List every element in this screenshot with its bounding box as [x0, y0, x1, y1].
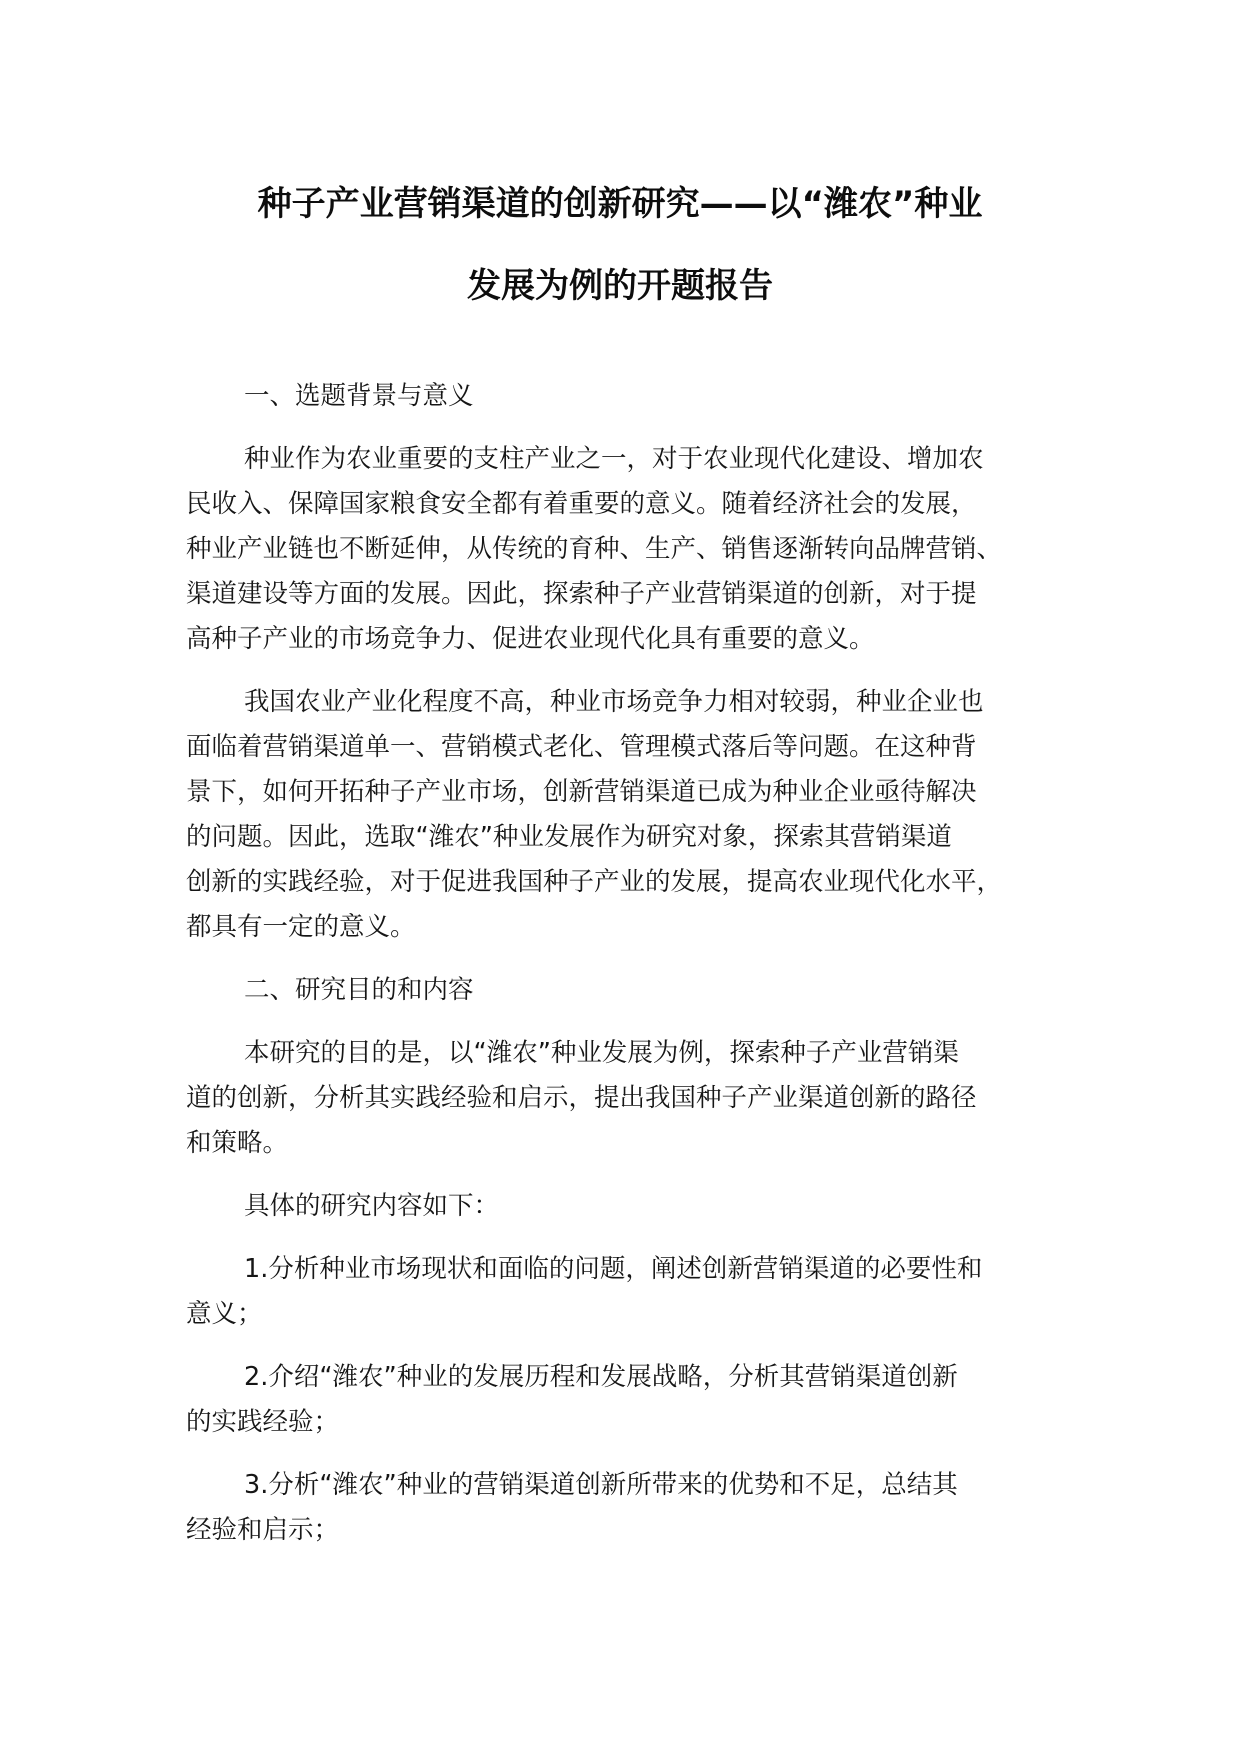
paragraph-background-1 [186, 437, 1086, 662]
paragraph-line: 意义； [186, 1299, 263, 1329]
paragraph-line: 本研究的目的是，以“潍农”种业发展为例，探索种子产业营销渠 [244, 1038, 959, 1068]
paragraph-line: 1.分析种业市场现状和面临的问题，阐述创新营销渠道的必要性和 [244, 1254, 983, 1284]
paragraph-line: 创新的实践经验，对于促进我国种子产业的发展，提高农业现代化水平， [186, 867, 1003, 897]
paragraph-line: 2.介绍“潍农”种业的发展历程和发展战略，分析其营销渠道创新 [244, 1362, 958, 1392]
paragraph-line: 3.分析“潍农”种业的营销渠道创新所带来的优势和不足，总结其 [244, 1470, 958, 1500]
paragraph-line: 和策略。 [186, 1128, 289, 1158]
paragraph-line: 我国农业产业化程度不高，种业市场竞争力相对较弱，种业企业也 [244, 687, 984, 717]
paragraph-line: 面临着营销渠道单一、营销模式老化、管理模式落后等问题。在这种背 [186, 732, 977, 762]
paragraph-line: 的实践经验； [186, 1407, 340, 1437]
paragraph-line: 经验和启示； [186, 1515, 340, 1545]
paragraph-content-intro [186, 1184, 1086, 1229]
paragraph-line: 高种子产业的市场竞争力、促进农业现代化具有重要的意义。 [186, 624, 875, 654]
paragraph-line: 民收入、保障国家粮食安全都有着重要的意义。随着经济社会的发展， [186, 489, 977, 519]
section-heading-background: 一、选题背景与意义 [244, 381, 474, 411]
paragraph-line: 具体的研究内容如下： [244, 1191, 500, 1221]
document-title-line-2: 发展为例的开题报告 [467, 266, 773, 306]
paragraph-line: 道的创新，分析其实践经验和启示，提出我国种子产业渠道创新的路径 [186, 1083, 977, 1113]
document-title-line-1: 种子产业营销渠道的创新研究——以“潍农”种业 [257, 184, 983, 224]
paragraph-line: 的问题。因此，选取“潍农”种业发展作为研究对象，探索其营销渠道 [186, 822, 952, 852]
paragraph-line: 都具有一定的意义。 [186, 912, 416, 942]
list-item-1 [186, 1247, 1086, 1337]
paragraph-objective [186, 1031, 1086, 1166]
paragraph-background-2 [186, 680, 1086, 950]
section-heading-objectives: 二、研究目的和内容 [244, 975, 474, 1005]
paragraph-line: 景下，如何开拓种子产业市场，创新营销渠道已成为种业企业亟待解决 [186, 777, 977, 807]
paragraph-line: 种业产业链也不断延伸，从传统的育种、生产、销售逐渐转向品牌营销、 [186, 534, 1003, 564]
document-body [186, 374, 1086, 1571]
list-item-2 [186, 1355, 1086, 1445]
list-item-3 [186, 1463, 1086, 1553]
paragraph-line: 种业作为农业重要的支柱产业之一，对于农业现代化建设、增加农 [244, 444, 984, 474]
paragraph-line: 渠道建设等方面的发展。因此，探索种子产业营销渠道的创新，对于提 [186, 579, 977, 609]
